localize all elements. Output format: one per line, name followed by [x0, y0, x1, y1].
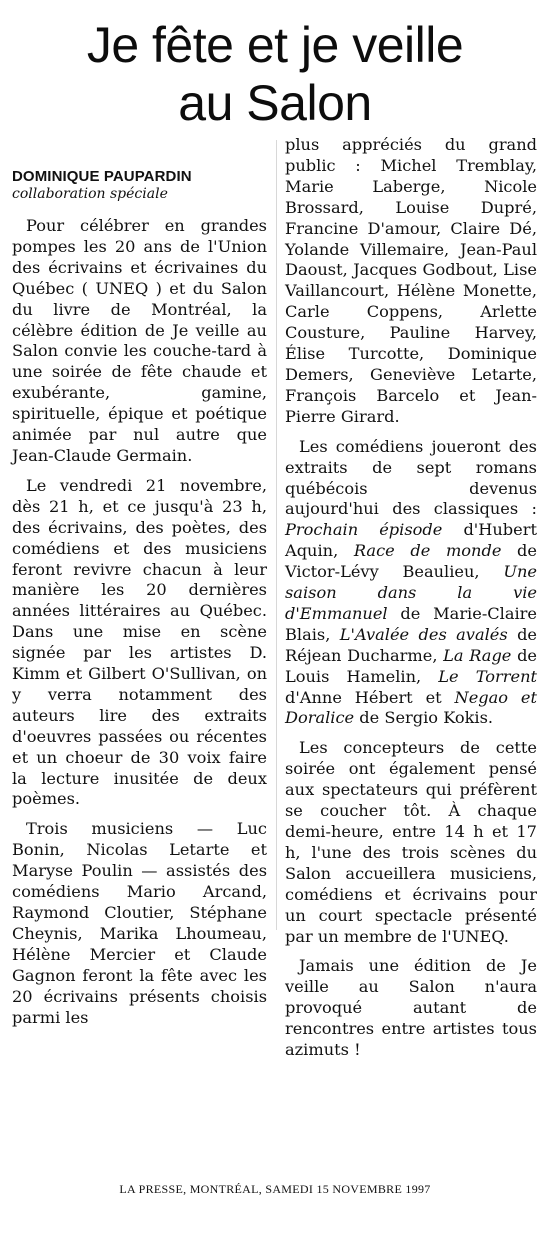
headline-line-1: Je fête et je veille	[86, 17, 464, 73]
headline-line-2: au Salon	[178, 75, 372, 131]
left-paragraph-1: Pour célébrer en grandes pompes les 20 ans de l'Union des écrivains et écrivaines du Québec ( UNEQ ) et du Salon du livre de Montréal, la célèbre édition de Je veille au Salon convie les couche-tard à une soirée de fête chaude et exubérante, gamine, spirituelle, épique et poétique animée par nul autre que Jean-Claude Germain.	[12, 216, 267, 465]
byline: DOMINIQUE PAUPARDIN	[12, 168, 192, 185]
book-title-3: Une saison dans la vie d'Emmanuel	[285, 562, 537, 623]
p2-text-c: de Marie-Claire Blais,	[285, 603, 537, 644]
book-title-6: Le Torrent	[438, 666, 538, 686]
book-title-4: L'Avalée des avalés	[339, 624, 508, 644]
p2-text-e: de Louis Hamelin,	[285, 645, 538, 686]
p2-text-b: de Victor-Lévy Beaulieu,	[285, 541, 538, 582]
right-paragraph-1: plus appréciés du grand public : Michel Tremblay, Marie Laberge, Nicole Brossard, Louise Dupré, Francine D'amour, Claire Dé, Yolande Villemaire, Jean-Paul Daoust, Jacques Godbout, Lise Vaillancourt, Hélène Monette, Carle Coppens, Arlette Cousture, Pauline Harvey, Élise Turcotte, Dominique Demers, Geneviève Letarte, François Barcelo et Jean-Pierre Girard.	[285, 135, 537, 426]
p2-text-a: d'Hubert Aquin,	[285, 520, 537, 561]
book-title-1: Prochain épisode	[285, 520, 443, 540]
right-paragraph-4: Jamais une édition de Je veille au Salon n'aura provoqué autant de rencontres entre artistes tous azimuts !	[285, 956, 537, 1060]
left-paragraph-3: Trois musiciens — Luc Bonin, Nicolas Letarte et Maryse Poulin — assistés des comédiens Mario Arcand, Raymond Cloutier, Stéphane Cheynis, Marika Lhoumeau, Hélène Mercier et Claude Gagnon feront la fête avec les 20 écrivains présents choisis parmi les	[12, 819, 267, 1027]
p2-text-d: de Réjean Ducharme,	[285, 624, 538, 665]
p2-intro: Les comédiens joueront des extraits de sept romans québécois devenus aujourd'hui des classiques :	[285, 436, 537, 519]
p2-text-f: d'Anne Hébert et	[285, 687, 455, 707]
publication-footer: LA PRESSE, MONTRÉAL, SAMEDI 15 NOVEMBRE 1997	[119, 1182, 431, 1196]
p2-text-g: de Sergio Kokis.	[354, 708, 494, 728]
right-paragraph-3: Les concepteurs de cette soirée ont également pensé aux spectateurs qui préfèrent se coucher tôt. À chaque demi-heure, entre 14 h et 17 h, l'une des trois scènes du Salon accueillera musiciens, comédiens et écrivains pour un court spectacle présenté par un membre de l'UNEQ.	[285, 738, 537, 946]
left-paragraph-2: Le vendredi 21 novembre, dès 21 h, et ce jusqu'à 23 h, des écrivains, des poètes, des comédiens et des musiciens feront revivre chacun à leur manière les 20 dernières années littéraires au Québec. Dans une mise en scène signée par les artistes D. Kimm et Gilbert O'Sullivan, on y verra notamment des auteurs lire des extraits d'oeuvres passées ou récentes et un choeur de 30 voix faire la lecture inusitée de deux poèmes.	[12, 475, 267, 809]
book-title-2: Race de monde	[353, 541, 502, 561]
right-column	[285, 135, 537, 1070]
right-paragraph-2	[285, 437, 537, 730]
column-divider	[276, 140, 277, 930]
left-column	[12, 216, 267, 1037]
headline	[10, 16, 540, 132]
collaboration-note: collaboration spéciale	[12, 186, 168, 202]
book-title-7: Negao et Doralice	[285, 687, 537, 728]
book-title-5: La Rage	[443, 645, 512, 665]
